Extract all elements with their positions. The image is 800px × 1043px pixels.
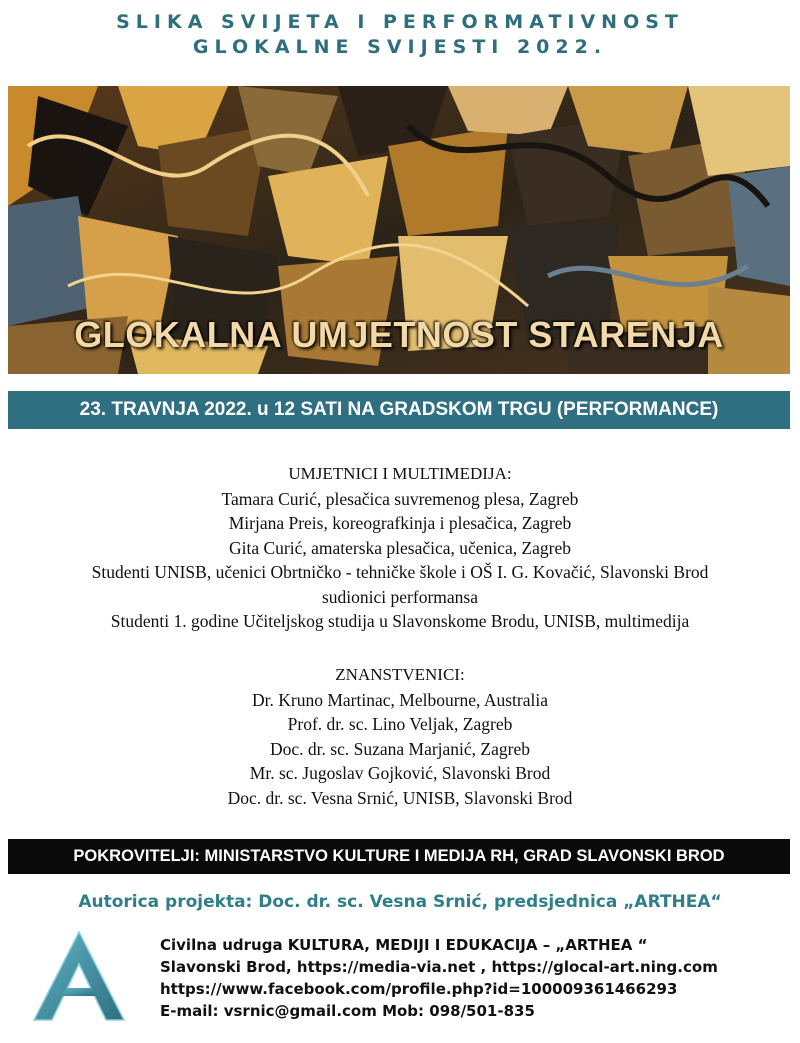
scientist-line: Doc. dr. sc. Suzana Marjanić, Zagreb (270, 738, 530, 759)
scientists-section (0, 663, 800, 810)
email-phone-line: E-mail: vsrnic@gmail.com Mob: 098/501-835 (160, 1002, 535, 1020)
project-author: Autorica projekta: Doc. dr. sc. Vesna Srnić, predsjednica „ARTHEA“ (78, 892, 722, 912)
artist-line: Tamara Curić, plesačica suvremenog plesa, Zagreb (221, 488, 579, 509)
scientist-line: Doc. dr. sc. Vesna Srnić, UNISB, Slavonski Brod (227, 787, 573, 808)
arthea-logo (32, 930, 126, 1027)
facebook-link[interactable]: https://www.facebook.com/profile.php?id=100009361466293 (160, 980, 678, 998)
poster-header (0, 10, 800, 60)
banner-title: GLOKALNA UMJETNOST STARENJA (74, 314, 724, 355)
scientist-line: Dr. Kruno Martinac, Melbourne, Australia (252, 689, 548, 710)
artist-line: sudionici performansa (322, 586, 478, 607)
header-line-2: GLOKALNE SVIJESTI 2022. (192, 36, 608, 58)
banner-image (8, 86, 790, 374)
artist-line: Gita Curić, amaterska plesačica, učenica, Zagreb (228, 537, 572, 558)
contact-block (160, 934, 718, 1022)
artist-line: Mirjana Preis, koreografkinja i plesačica, Zagreb (228, 513, 572, 533)
address-websites-line: Slavonski Brod, https://media-via.net , https://glocal-art.ning.com (160, 958, 718, 976)
artists-section (0, 462, 800, 634)
artist-line: Studenti 1. godine Učiteljskog studija u Slavonskome Brodu, UNISB, multimedija (110, 611, 690, 631)
scientist-line: Mr. sc. Jugoslav Gojković, Slavonski Brod (249, 763, 551, 783)
sponsors-bar: POKROVITELJI: MINISTARSTVO KULTURE I MEDIJA RH, GRAD SLAVONSKI BROD (8, 839, 790, 874)
artist-line: Studenti UNISB, učenici Obrtničko - tehničke škole i OŠ I. G. Kovačić, Slavonski Brod (91, 562, 709, 582)
arthea-a-icon (32, 930, 126, 1022)
scientists-heading: ZNANSTVENICI: (335, 665, 465, 684)
organization-line: Civilna udruga KULTURA, MEDIJI I EDUKACIJA – „ARTHEA “ (160, 936, 648, 954)
event-date-bar: 23. TRAVNJA 2022. u 12 SATI NA GRADSKOM TRGU (PERFORMANCE) (8, 391, 790, 429)
header-line-1: SLIKA SVIJETA I PERFORMATIVNOST (116, 11, 684, 33)
artists-heading: UMJETNICI I MULTIMEDIJA: (288, 464, 512, 483)
scientist-line: Prof. dr. sc. Lino Veljak, Zagreb (287, 714, 513, 734)
